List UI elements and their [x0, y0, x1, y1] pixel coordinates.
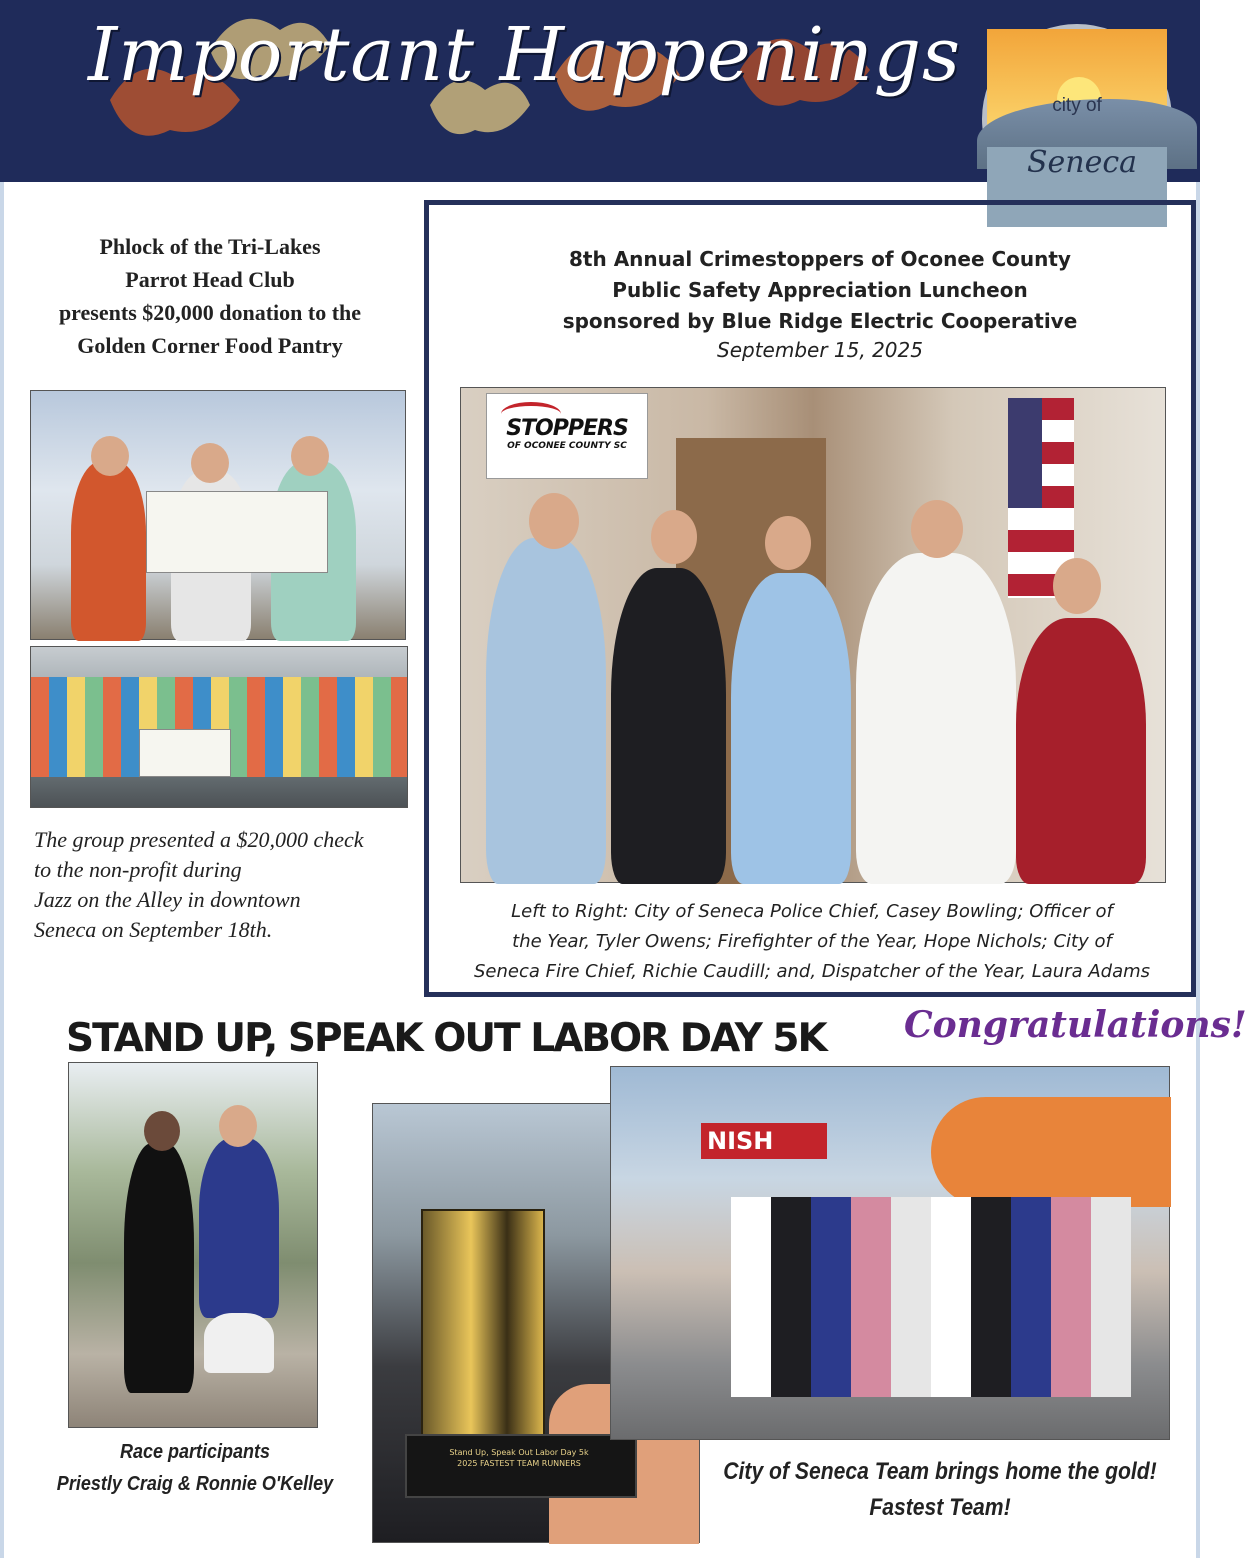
person-head [191, 443, 229, 483]
person-police-chief [486, 538, 606, 884]
person-head [219, 1105, 257, 1147]
trophy-icon [421, 1209, 545, 1443]
person [124, 1143, 194, 1393]
crimestoppers-caption [430, 897, 1194, 987]
crimestoppers-logo [486, 393, 648, 479]
heading-line: Public Safety Appreciation Luncheon [612, 278, 1028, 302]
fastest-team-photo [610, 1066, 1170, 1440]
person-head [651, 510, 697, 564]
left-border [0, 182, 4, 1558]
group-photo [30, 646, 408, 808]
caption-line: Race participants [119, 1441, 271, 1463]
person-firefighter [731, 573, 851, 884]
trophy-plaque [415, 1447, 623, 1469]
plaque-line: 2025 FASTEST TEAM RUNNERS [457, 1459, 581, 1468]
plaque-line: Stand Up, Speak Out Labor Day 5k [449, 1448, 589, 1457]
crimestoppers-heading [430, 244, 1210, 337]
caption-line: Seneca Fire Chief, Richie Caudill; and, Dispatcher of the Year, Laura Adams [473, 961, 1151, 982]
person-dispatcher [1016, 618, 1146, 884]
check-presentation-photo [30, 390, 406, 640]
congratulations-text: Congratulations! [904, 1004, 1247, 1046]
heading-line: Parrot Head Club [125, 267, 295, 292]
caption-line: Priestly Craig & Ronnie O'Kelley [56, 1473, 334, 1495]
crimestoppers-logo-name: STOPPERS [506, 416, 628, 441]
caption-line: Fastest Team! [869, 1494, 1011, 1521]
big-check [146, 491, 328, 573]
right-border [1196, 182, 1200, 1558]
race-title: STAND UP, SPEAK OUT LABOR DAY 5K [66, 1016, 826, 1061]
finish-banner: NISH [701, 1123, 827, 1159]
person-head [765, 516, 811, 570]
person-fire-chief [856, 553, 1016, 884]
caption-line: The group presented a $20,000 check [34, 827, 364, 852]
caption-line: Jazz on the Alley in downtown [34, 887, 301, 912]
person-head [1053, 558, 1101, 614]
logo-city-name: Seneca [1026, 145, 1138, 180]
person-head [144, 1111, 180, 1151]
heading-line: presents $20,000 donation to the [58, 300, 362, 325]
caption-line: to the non-profit during [34, 857, 242, 882]
person-officer [611, 568, 726, 884]
person-head [529, 493, 579, 549]
person-head [91, 436, 129, 476]
heading-line: sponsored by Blue Ridge Electric Cooperative [562, 309, 1078, 333]
phlock-heading [20, 230, 400, 362]
heading-line: 8th Annual Crimestoppers of Oconee County [569, 247, 1071, 271]
cement-truck [931, 1097, 1171, 1207]
person [199, 1138, 279, 1318]
logo-top-text: city of [1052, 95, 1102, 116]
runners-caption [56, 1436, 335, 1500]
person [204, 1313, 274, 1373]
crimestoppers-logo-sub: OF OCONEE COUNTY SC [507, 441, 627, 451]
award-recipients-photo [460, 387, 1166, 883]
caption-line: City of Seneca Team brings home the gold! [723, 1458, 1157, 1485]
city-logo [982, 24, 1172, 214]
luncheon-date: September 15, 2025 [717, 338, 923, 362]
person-head [291, 436, 329, 476]
page-title: Important Happenings [88, 12, 961, 98]
team-caption [720, 1454, 1160, 1526]
person [71, 461, 146, 641]
race-participants-photo [68, 1062, 318, 1428]
swoosh-icon [501, 402, 561, 426]
caption-line: Left to Right: City of Seneca Police Chief, Casey Bowling; Officer of [511, 901, 1113, 922]
caption-line: Seneca on September 18th. [34, 917, 273, 942]
person-head [911, 500, 963, 558]
phlock-caption [34, 825, 414, 945]
heading-line: Golden Corner Food Pantry [77, 333, 343, 358]
heading-line: Phlock of the Tri-Lakes [99, 234, 321, 259]
team-members [731, 1197, 1131, 1397]
caption-line: the Year, Tyler Owens; Firefighter of the Year, Hope Nichols; City of [512, 931, 1112, 952]
big-check [139, 729, 231, 777]
